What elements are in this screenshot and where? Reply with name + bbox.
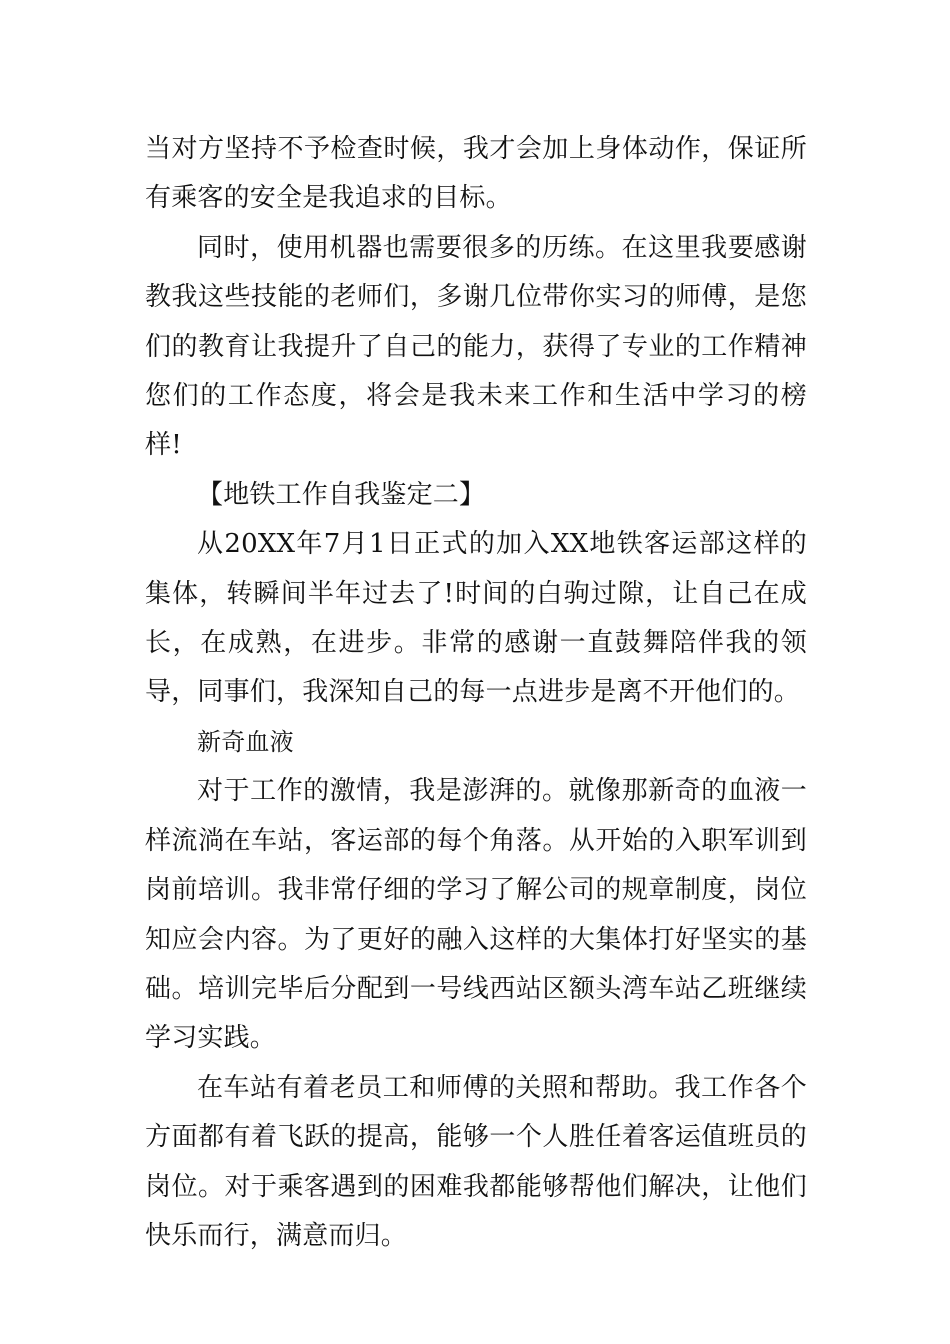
paragraph-continuation: 当对方坚持不予检查时候，我才会加上身体动作，保证所有乘客的安全是我追求的目标。 [145, 134, 807, 214]
paragraph-joining-metro: 从20XX年7月1日正式的加入XX地铁客运部这样的集体，转瞬间半年过去了!时间的白驹过隙，让自己在成长，在成熟，在进步。非常的感谢一直鼓舞陪伴我的领导，同事们，我深知自己的每一点进步是离不开他们的。 [145, 529, 807, 708]
subheading-new-blood: 新奇血液 [197, 727, 294, 756]
section-heading-self-assessment-two: 【地铁工作自我鉴定二】 [197, 479, 486, 510]
document-body [145, 125, 807, 1261]
paragraph-station-help: 在车站有着老员工和师傅的关照和帮助。我工作各个方面都有着飞跃的提高，能够一个人胜任着客运值班员的岗位。对于乘客遇到的困难我都能够帮他们解决，让他们快乐而行，满意而归。 [145, 1072, 807, 1251]
paragraph-machine-training: 同时，使用机器也需要很多的历练。在这里我要感谢教我这些技能的老师们，多谢几位带你实习的师傅，是您们的教育让我提升了自己的能力，获得了专业的工作精神您们的工作态度，将会是我未来工作和生活中学习的榜样! [145, 232, 807, 461]
paragraph-work-passion: 对于工作的激情，我是澎湃的。就像那新奇的血液一样流淌在车站，客运部的每个角落。从开始的入职军训到岗前培训。我非常仔细的学习了解公司的规章制度，岗位知应会内容。为了更好的融入这样的大集体打好坚实的基础。培训完毕后分配到一号线西站区额头湾车站乙班继续学习实践。 [145, 776, 807, 1054]
